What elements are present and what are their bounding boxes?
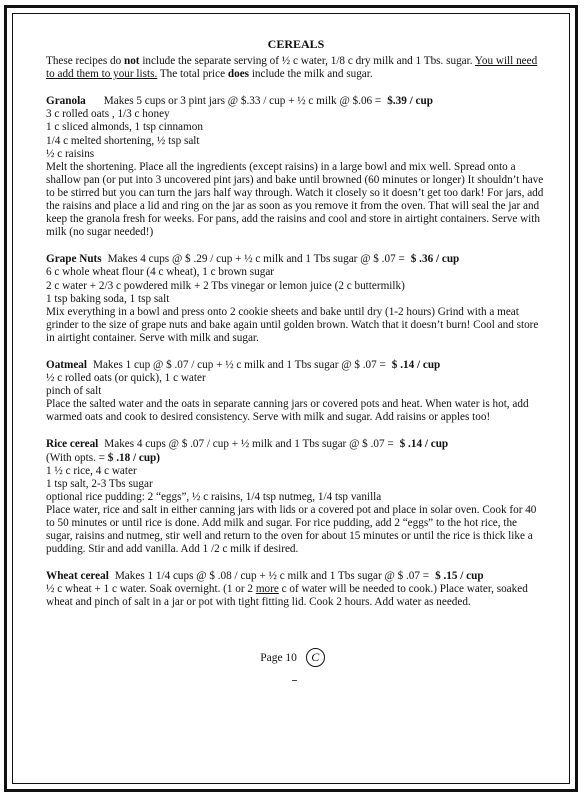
recipe-header [46, 95, 546, 108]
recipe-granola [46, 95, 546, 239]
recipe-method [46, 583, 546, 609]
options-price: $ .18 / cup) [107, 451, 161, 464]
recipe-price: $ .36 / cup [410, 253, 460, 266]
document-body [46, 38, 546, 624]
recipe-yield: Makes 1 cup @ $ .07 / cup + ½ c milk and 1 Tbs sugar @ $ .07 = [93, 358, 386, 371]
page-footer [0, 648, 585, 667]
ingredient-line: ½ c raisins [46, 147, 95, 160]
recipe-wheat-cereal [46, 570, 546, 609]
recipe-oatmeal [46, 359, 546, 424]
recipe-name: Grape Nuts [46, 253, 102, 266]
ingredient-line: ½ c rolled oats (or quick), 1 c water [46, 372, 206, 385]
intro-text-1: These recipes do [46, 55, 124, 68]
recipe-method: Mix everything in a bowl and press onto 2 cookie sheets and bake until dry (1-2 hours) Grind with a meat grinder to the size of grape nuts and bake again until golden brown. Watch that it doesn’t burn! Cool and store in airtight container. Serve with milk and sugar. [46, 305, 539, 344]
ingredient-line: 2 c water + 2/3 c powdered milk + 2 Tbs vinegar or lemon juice (2 c buttermilk) [46, 279, 405, 292]
ingredient-line: 1 tsp baking soda, 1 tsp salt [46, 292, 170, 305]
recipe-method: Melt the shortening. Place all the ingredients (except raisins) in a large bowl and mix well. Spread onto a shallow pan (or put into 3 uncovered pint jars) and bake until browned (60 minutes or longer) It shouldn’t have to be stirred but you can turn the jars half way through. Watch it closely so it doesn’t get too dark! For jars, add the raisins and place a lid and ring on the jar as soon as you remove it from the oven. That will seal the jar and keep the granola fresh for weeks. For pans, add the raisins and cool and store in airtight containers. Serve with milk (no sugar needed!) [46, 160, 544, 239]
ingredient-line: 6 c whole wheat flour (4 c wheat), 1 c brown sugar [46, 266, 275, 279]
recipe-method: Place the salted water and the oats in separate canning jars or covered pots and heat. When water is hot, add warmed oats and cook to desired consistency. Serve with milk and sugar. Add raisins or apples too! [46, 398, 529, 424]
recipe-price: $ .15 / cup [435, 570, 484, 583]
method-text-1: ½ c wheat + 1 c water. Soak overnight. (1 or 2 [46, 583, 256, 596]
recipe-name: Rice cereal [46, 438, 99, 451]
recipe-yield: Makes 4 cups @ $ .29 / cup + ½ c milk and 1 Tbs sugar @ $ .07 = [107, 253, 405, 266]
ingredient-line: 3 c rolled oats , 1/3 c honey [46, 108, 170, 121]
recipe-name: Granola [46, 95, 86, 108]
intro-text-3: The total price [157, 68, 228, 81]
intro-bold-does: does [227, 68, 250, 81]
recipe-yield: Makes 4 cups @ $ .07 / cup + ½ milk and 1 Tbs sugar @ $ .07 = [104, 438, 394, 451]
intro-text-4: include the milk and sugar. [249, 68, 373, 81]
intro-paragraph [46, 55, 546, 81]
recipe-price: $ .14 / cup [399, 438, 449, 451]
ingredient-line: optional rice pudding: 2 “eggs”, ½ c raisins, 1/4 tsp nutmeg, 1/4 tsp vanilla [46, 490, 382, 503]
intro-underlined-note: You will need to add them to your lists. [46, 55, 538, 81]
recipe-yield: Makes 1 1/4 cups @ $ .08 / cup + ½ c milk and 1 Tbs sugar @ $ .07 = [114, 570, 430, 583]
options-label: (With opts. = [46, 451, 108, 464]
copyright-circle-mark: C [306, 648, 325, 667]
recipe-yield: Makes 5 cups or 3 pint jars @ $.33 / cup + ½ c milk @ $.06 = [103, 95, 382, 108]
page-number: Page 10 [260, 651, 297, 664]
ingredient-line: 1 ½ c rice, 4 c water [46, 464, 137, 477]
footer-dash-mark [292, 680, 297, 681]
page-title: CEREALS [267, 37, 325, 51]
recipe-price: $ .14 / cup [391, 358, 441, 371]
method-underlined: more [255, 583, 279, 596]
ingredient-line: pinch of salt [46, 385, 102, 398]
recipe-options-price [46, 452, 546, 465]
recipe-grape-nuts [46, 253, 546, 345]
recipe-method: Place water, rice and salt in either canning jars with lids or a covered pot and place in solar oven. Cook for 40 to 50 minutes or until rice is done. Add milk and sugar. For rice pudding, add 2 “eggs” to the hot rice, the sugar, raisins and nutmeg, stir well and return to the oven for about 15 minutes or until the rice is thick like a pudding. Stir and add vanilla. Add 1 /2 c milk if desired. [46, 503, 537, 556]
recipe-header [46, 570, 546, 583]
intro-bold-not: not [123, 55, 140, 68]
intro-text-2: include the separate serving of ½ c water, 1/8 c dry milk and 1 Tbs. sugar. [139, 55, 475, 68]
recipe-price: $.39 / cup [387, 95, 433, 108]
ingredient-line: 1 c sliced almonds, 1 tsp cinnamon [46, 121, 203, 134]
recipe-name: Wheat cereal [46, 570, 109, 583]
ingredient-line: 1/4 c melted shortening, ½ tsp salt [46, 134, 200, 147]
recipe-header [46, 438, 546, 451]
recipe-header [46, 359, 546, 372]
method-text-2: c of water will be needed to cook.) Place water, soaked wheat and pinch of salt in a jar or pot with tight fitting lid. Cook 2 hours. Add water as needed. [46, 583, 528, 609]
recipe-name: Oatmeal [46, 358, 88, 371]
recipe-rice-cereal [46, 438, 546, 556]
recipe-header [46, 253, 546, 266]
ingredient-line: 1 tsp salt, 2-3 Tbs sugar [46, 477, 153, 490]
